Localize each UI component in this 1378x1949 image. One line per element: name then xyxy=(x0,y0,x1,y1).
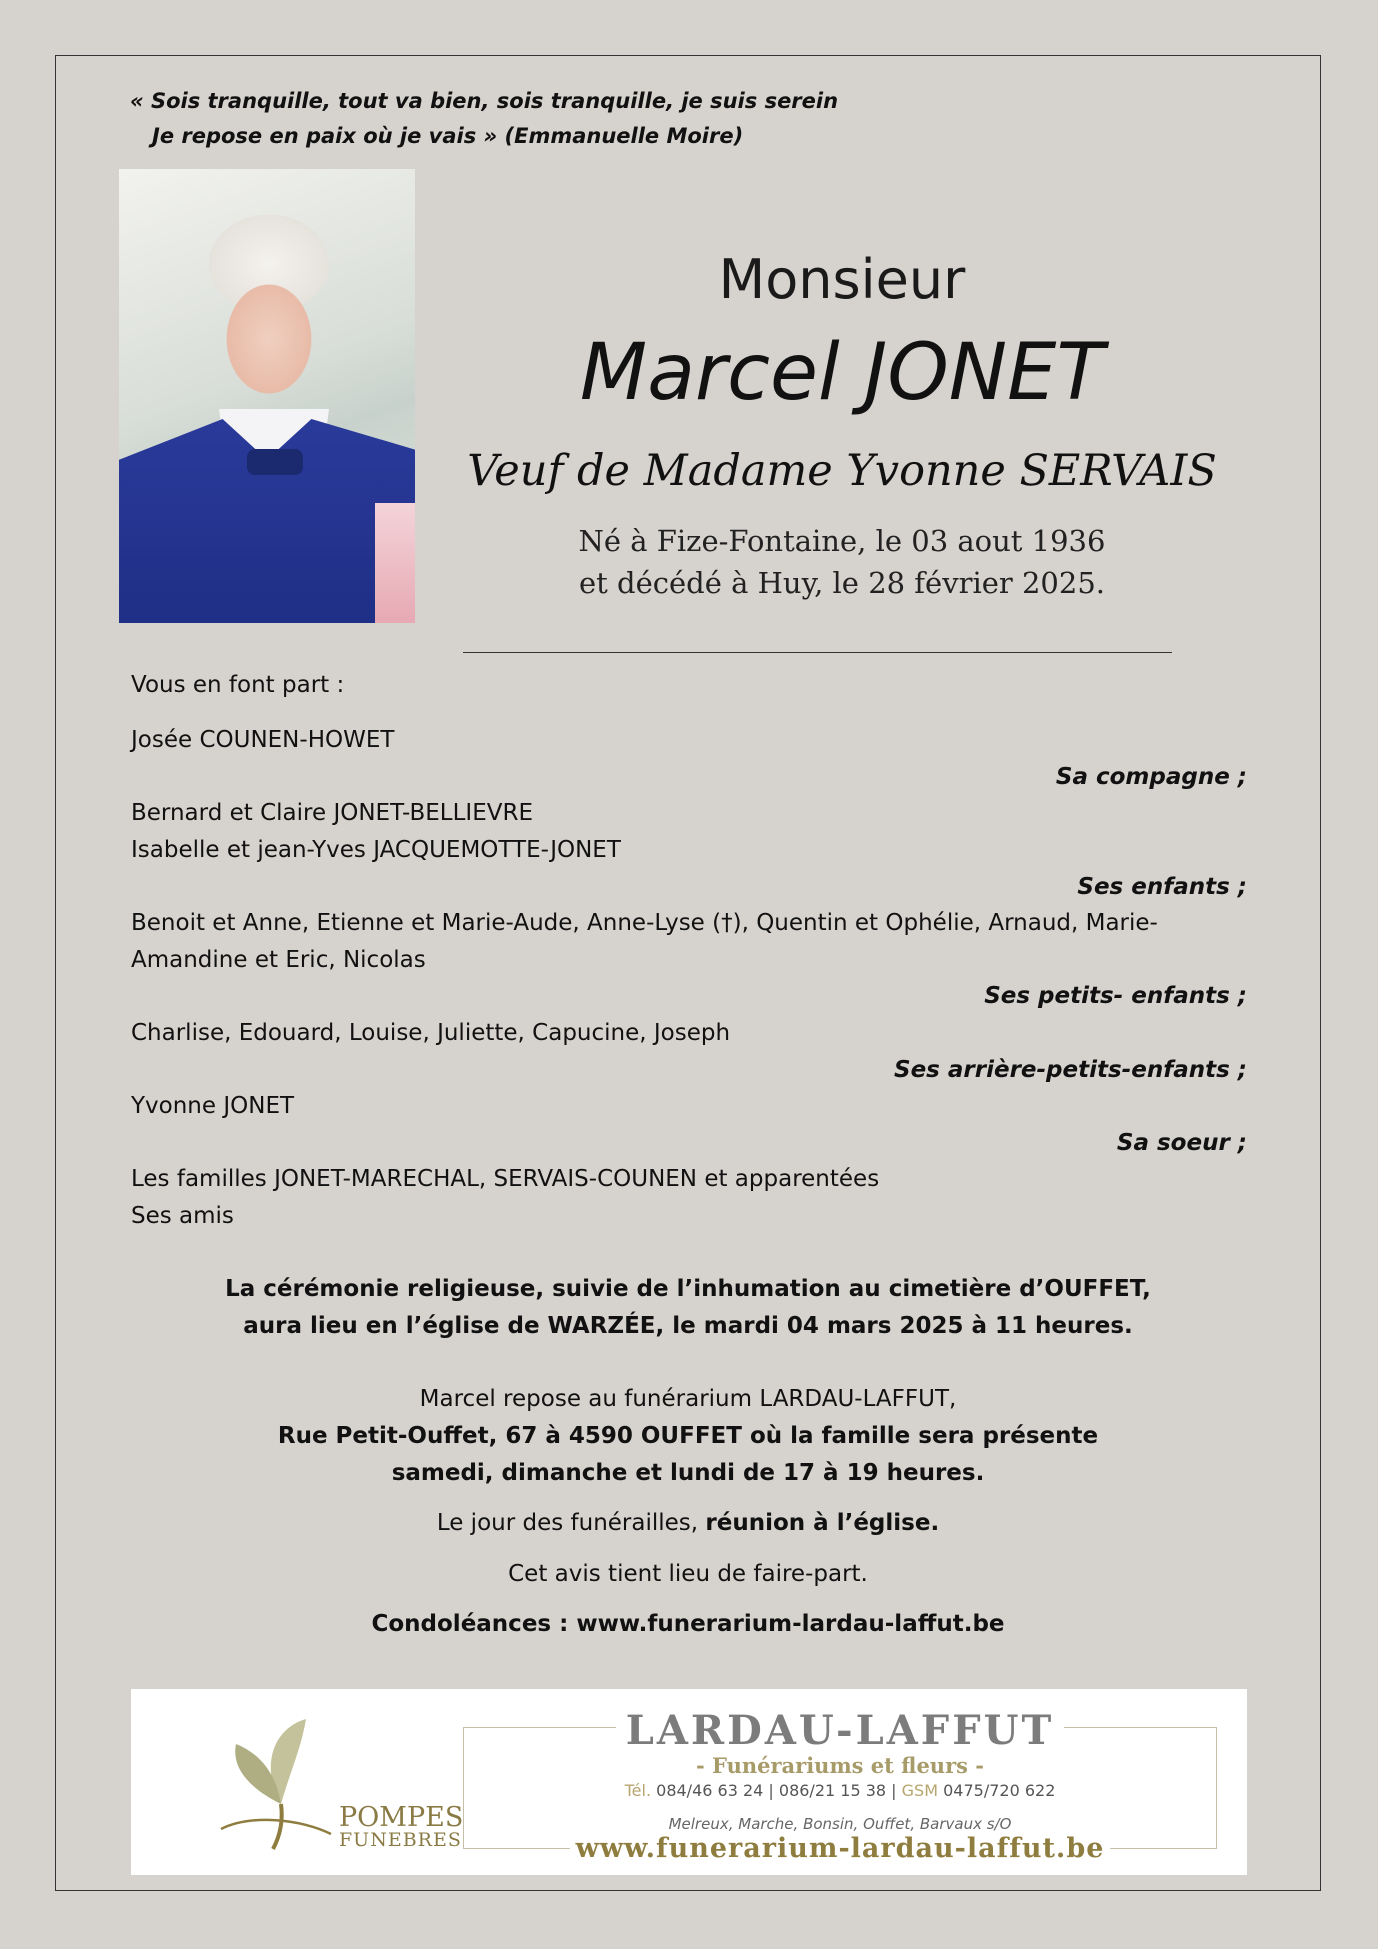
children-line-2: Isabelle et jean-Yves JACQUEMOTTE-JONET xyxy=(131,837,621,863)
death-line: et décédé à Huy, le 28 février 2025. xyxy=(578,566,1105,600)
photo-bowtie xyxy=(247,449,303,475)
divider xyxy=(463,652,1172,653)
company-subtitle: - Funérariums et fleurs - xyxy=(696,1753,984,1778)
birth-line: Né à Fize-Fontaine, le 03 aout 1936 xyxy=(578,524,1106,558)
company-website-text[interactable]: www.funerarium-lardau-laffut.be xyxy=(570,1833,1111,1864)
grandchildren-label: Ses petits- enfants ; xyxy=(984,983,1247,1009)
gsm-number: 0475/720 622 xyxy=(943,1781,1056,1800)
spouse-line: Veuf de Madame Yvonne SERVAIS xyxy=(467,446,1217,496)
photo-background-detail xyxy=(375,503,415,623)
honorific: Monsieur xyxy=(718,248,966,311)
ceremony-line-1: La cérémonie religieuse, suivie de l’inhumation au cimetière d’OUFFET, xyxy=(225,1276,1151,1302)
logo-line-1: POMPES xyxy=(339,1802,464,1833)
grandchildren-line-2: Amandine et Eric, Nicolas xyxy=(131,947,426,973)
funeral-day-line xyxy=(130,1510,1246,1536)
visitation-line-1: Marcel repose au funérarium LARDAU-LAFFUT, xyxy=(419,1386,957,1412)
quote-line-1: « Sois tranquille, tout va bien, sois tranquille, je suis serein xyxy=(130,89,839,113)
company-website[interactable] xyxy=(463,1833,1217,1864)
funeral-home-banner xyxy=(131,1689,1247,1875)
ceremony-line-2: aura lieu en l’église de WARZÉE, le mardi 04 mars 2025 à 11 heures. xyxy=(243,1313,1133,1339)
portrait-photo xyxy=(119,169,415,623)
tel-numbers: 084/46 63 24 | 086/21 15 38 | xyxy=(656,1781,897,1800)
quote-line-2: Je repose en paix où je vais » (Emmanuelle Moire) xyxy=(152,124,744,148)
friends-line: Ses amis xyxy=(131,1203,234,1229)
company-name-text: LARDAU-LAFFUT xyxy=(616,1707,1065,1754)
logo-line-2: FUNEBRES xyxy=(339,1829,462,1851)
grandchildren-line-1: Benoit et Anne, Etienne et Marie-Aude, Anne-Lyse (†), Quentin et Ophélie, Arnaud, Marie- xyxy=(131,910,1158,936)
visitation-line-3: samedi, dimanche et lundi de 17 à 19 heures. xyxy=(391,1460,985,1486)
intro-line: Vous en font part : xyxy=(131,672,345,698)
companion-names: Josée COUNEN-HOWET xyxy=(131,727,395,753)
families-line: Les familles JONET-MARECHAL, SERVAIS-COUNEN et apparentées xyxy=(131,1166,880,1192)
sister-label: Sa soeur ; xyxy=(1116,1130,1247,1156)
birth-death-dates xyxy=(462,520,1222,604)
visitation-line-2: Rue Petit-Ouffet, 67 à 4590 OUFFET où la famille sera présente xyxy=(277,1423,1099,1449)
sister-name: Yvonne JONET xyxy=(131,1093,295,1119)
children-label: Ses enfants ; xyxy=(1077,874,1247,900)
company-phones xyxy=(463,1781,1217,1800)
company-name xyxy=(463,1707,1217,1754)
funeral-day-bold: réunion à l’église. xyxy=(705,1510,940,1536)
great-grandchildren-label: Ses arrière-petits-enfants ; xyxy=(894,1057,1247,1083)
notice-line: Cet avis tient lieu de faire-part. xyxy=(508,1561,868,1587)
epigraph-quote xyxy=(130,84,930,154)
funeral-day-prefix: Le jour des funérailles, xyxy=(436,1510,706,1536)
deceased-name: Marcel JONET xyxy=(579,328,1105,418)
companion-label: Sa compagne ; xyxy=(1055,764,1247,790)
great-grandchildren-names: Charlise, Edouard, Louise, Juliette, Capucine, Joseph xyxy=(131,1020,731,1046)
gsm-label: GSM xyxy=(901,1781,938,1800)
company-locations: Melreux, Marche, Bonsin, Ouffet, Barvaux s/O xyxy=(668,1815,1012,1833)
children-line-1: Bernard et Claire JONET-BELLIEVRE xyxy=(131,800,533,826)
tel-label: Tél. xyxy=(624,1781,652,1800)
condolences-link[interactable]: Condoléances : www.funerarium-lardau-laffut.be xyxy=(371,1611,1005,1637)
logo-text xyxy=(339,1802,464,1851)
